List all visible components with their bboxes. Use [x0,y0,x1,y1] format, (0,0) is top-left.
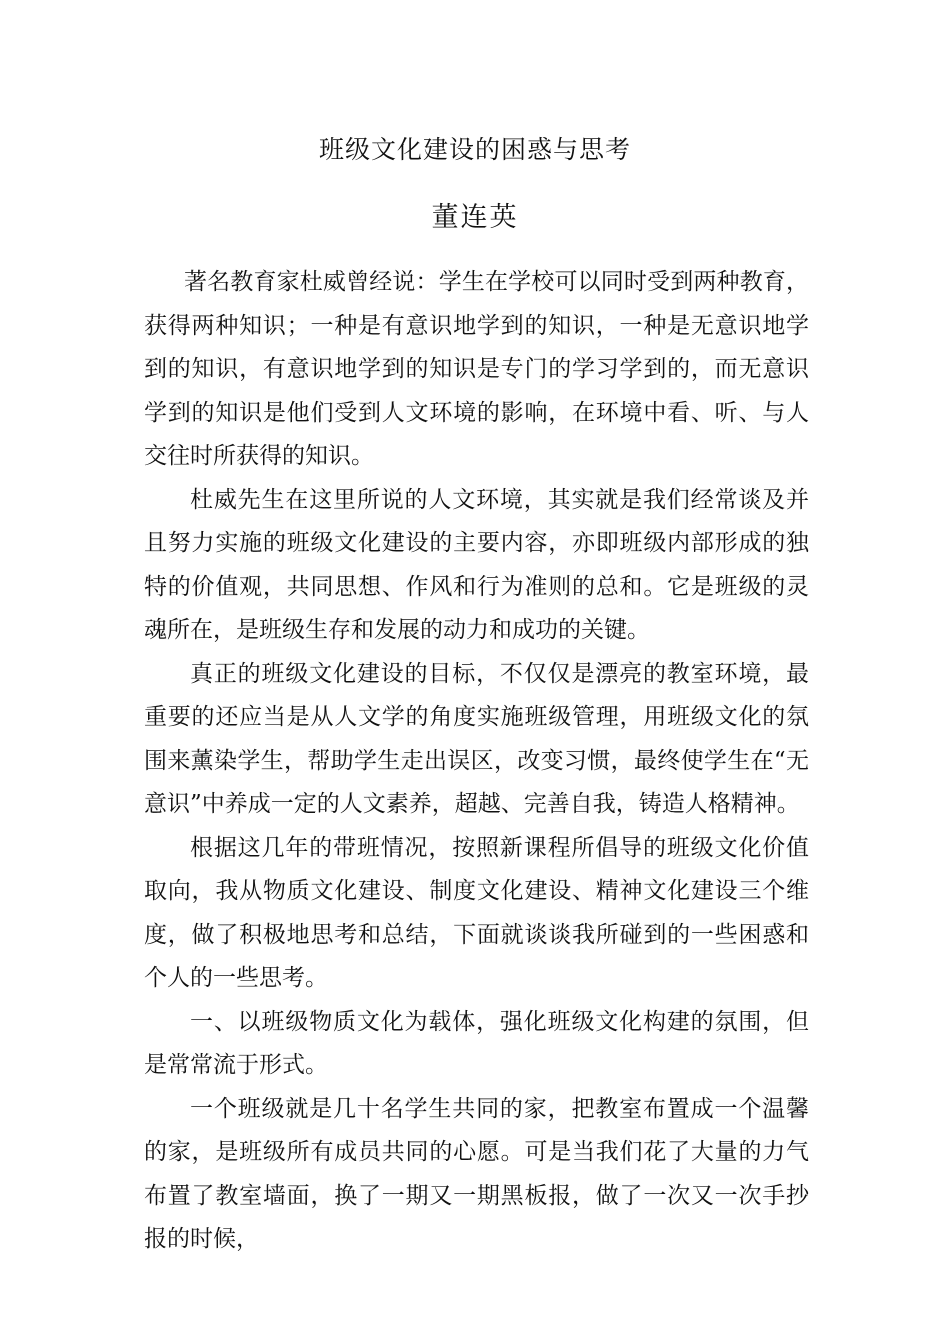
author-name: 董连英 [431,202,519,233]
paragraph: 根据这几年的带班情况，按照新课程所倡导的班级文化价值取向，我从物质文化建设、制度文化建设、精神文化建设三个维度，做了积极地思考和总结，下面就谈谈我所碰到的一些困惑和个人的一些思考。 [144,834,809,991]
paragraph: 真正的班级文化建设的目标，不仅仅是漂亮的教室环境，最重要的还应当是从人文学的角度实施班级管理，用班级文化的氛围来薰染学生，帮助学生走出误区，改变习惯，最终使学生在“无意识”中养成一定的人文素养，超越、完善自我，铸造人格精神。 [144,660,809,817]
section-heading-paragraph: 一、以班级物质文化为载体，强化班级文化构建的氛围，但是常常流于形式。 [144,1008,809,1078]
paragraph: 著名教育家杜威曾经说：学生在学校可以同时受到两种教育，获得两种知识；一种是有意识地学到的知识，一种是无意识地学到的知识，有意识地学到的知识是专门的学习学到的，而无意识学到的知识是他们受到人文环境的影响，在环境中看、听、与人交往时所获得的知识。 [144,269,809,469]
document-body [144,261,809,1262]
paragraph: 一个班级就是几十名学生共同的家，把教室布置成一个温馨的家，是班级所有成员共同的心愿。可是当我们花了大量的力气布置了教室墙面，换了一期又一期黑板报，做了一次又一次手抄报的时候， [144,1095,809,1252]
document-title: 班级文化建设的困惑与思考 [318,135,631,164]
paragraph: 杜威先生在这里所说的人文环境，其实就是我们经常谈及并且努力实施的班级文化建设的主要内容，亦即班级内部形成的独特的价值观，共同思想、作风和行为准则的总和。它是班级的灵魂所在，是班级生存和发展的动力和成功的关键。 [144,486,809,643]
